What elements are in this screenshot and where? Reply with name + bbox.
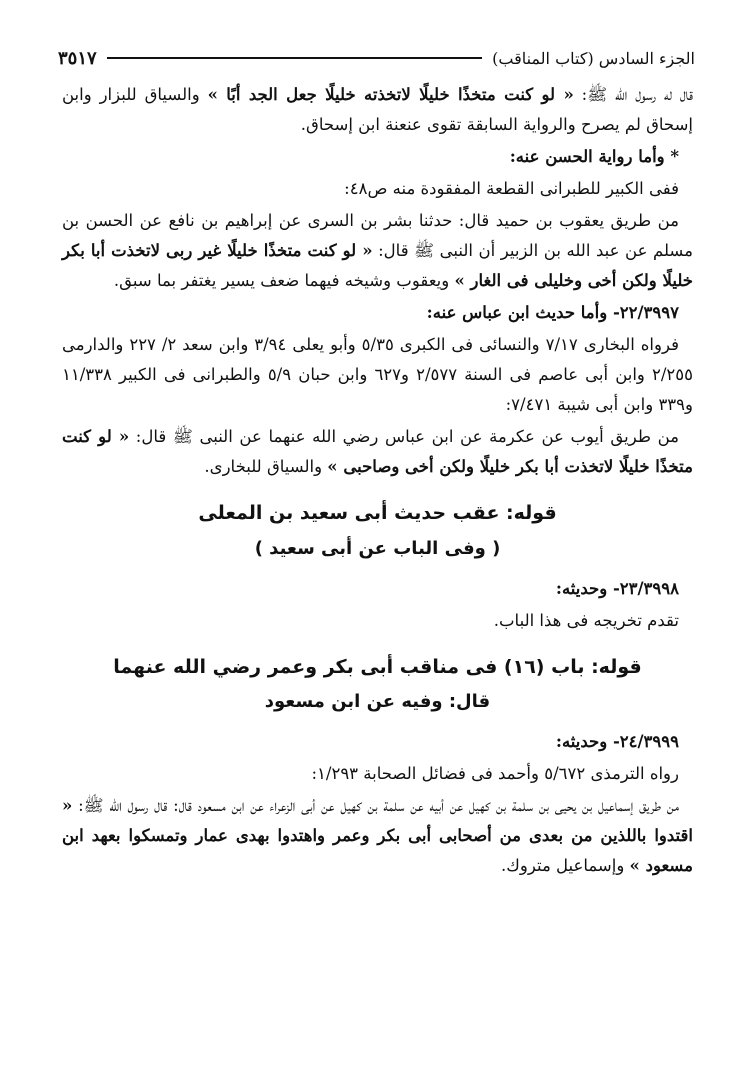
paragraph-4: فرواه البخارى ٧/١٧ والنسائى فى الكبرى ٥/٣٥ وأبو يعلى ٣/٩٤ وابن سعد ٢/ ٢٢٧ والدارمى ٢/٢٥٥ وابن أبى عاصم فى السنة ٢/٥٧٧ و٦٢٧ وابن حبان ٥/٩ والطبرانى فى الكبير ١١/٣٣٨ و٣٣٩ وابن أبى شيبة ٧/٤٧١: <box>62 335 694 415</box>
ibn-abbas-heading: ٢٢/٣٩٩٧- وأما حديث ابن عباس عنه: <box>426 303 679 323</box>
text-run: والسياق للبخارى. <box>204 457 328 477</box>
section-1-title: قوله: عقب حديث أبى سعيد بن المعلى <box>198 502 557 525</box>
paragraph-1 <box>62 80 693 140</box>
paragraph-5 <box>62 422 693 482</box>
page-body <box>62 80 693 883</box>
hadith-quote: « لو كنت متخذًا خليلًا غير ربى لاتخذت أبا بكر خليلًا ولكن أخى وخليلى فى الغار » <box>62 241 693 291</box>
text-run: من طريق يعقوب بن حميد قال: حدثنا بشر بن السرى عن إبراهيم بن نافع عن الحسن بن مسلم عن عبد الله بن الزبير أن النبى ﷺ قال: <box>62 211 693 261</box>
page-number: ٣٥١٧ <box>58 47 97 69</box>
section-1-subtitle: ( وفى الباب عن أبى سعيد ) <box>254 537 501 559</box>
section-2-paragraph-2 <box>62 791 693 881</box>
header-rule <box>107 57 482 59</box>
page-header <box>58 44 695 72</box>
text-run: من طريق إسماعيل بن يحيى بن سلمة بن كهيل عن أبيه عن سلمة بن كهيل عن أبى الزعراء عن ابن مسعود قال: قال رسول الله ﷺ: <box>72 795 679 815</box>
text-run: من طريق أيوب عن عكرمة عن ابن عباس رضي الله عنهما عن النبى ﷺ قال: <box>129 427 679 447</box>
hadith-quote: « لو كنت متخذًا خليلًا لاتخذت أبا بكر خليلًا ولكن أخى وصاحبى » <box>62 427 693 477</box>
section-1-text: تقدم تخريجه فى هذا الباب. <box>493 610 679 630</box>
paragraph-2: ففى الكبير للطبرانى القطعة المفقودة منه ص٤٨: <box>344 179 679 199</box>
section-2-title: قوله: باب (١٦) فى مناقب أبى بكر وعمر رضي الله عنهما <box>113 655 642 678</box>
hadith-quote: « لو كنت متخذًا خليلًا لاتخذته خليلًا جعل الجد أبًا » <box>207 85 574 104</box>
text-run: قال له رسول الله ﷺ: <box>573 85 694 104</box>
hadith-3998-heading: ٢٣/٣٩٩٨- وحديثه: <box>555 578 679 598</box>
text-run: والسياق للبزار وابن إسحاق لم يصرح والرواية السابقة تقوى عنعنة ابن إسحاق. <box>62 85 693 135</box>
running-title: الجزء السادس (كتاب المناقب) <box>492 48 695 68</box>
section-2-paragraph-1: رواه الترمذى ٥/٦٧٢ وأحمد فى فضائل الصحابة ١/٢٩٣: <box>311 763 679 783</box>
text-run: وإسماعيل متروك. <box>501 855 630 875</box>
hasan-heading: * وأما رواية الحسن عنه: <box>509 147 679 167</box>
section-2-subtitle: قال: وفيه عن ابن مسعود <box>264 691 491 713</box>
hadith-quote: « اقتدوا باللذين من بعدى من أصحابى أبى بكر وعمر واهتدوا بهدى عمار وتمسكوا بعهد ابن مسعود » <box>62 795 693 875</box>
paragraph-3 <box>62 206 693 296</box>
text-run: ويعقوب وشيخه فيهما ضعف يسير يغتفر بما سبق. <box>113 271 455 291</box>
hadith-3999-heading: ٢٤/٣٩٩٩- وحديثه: <box>555 731 679 751</box>
